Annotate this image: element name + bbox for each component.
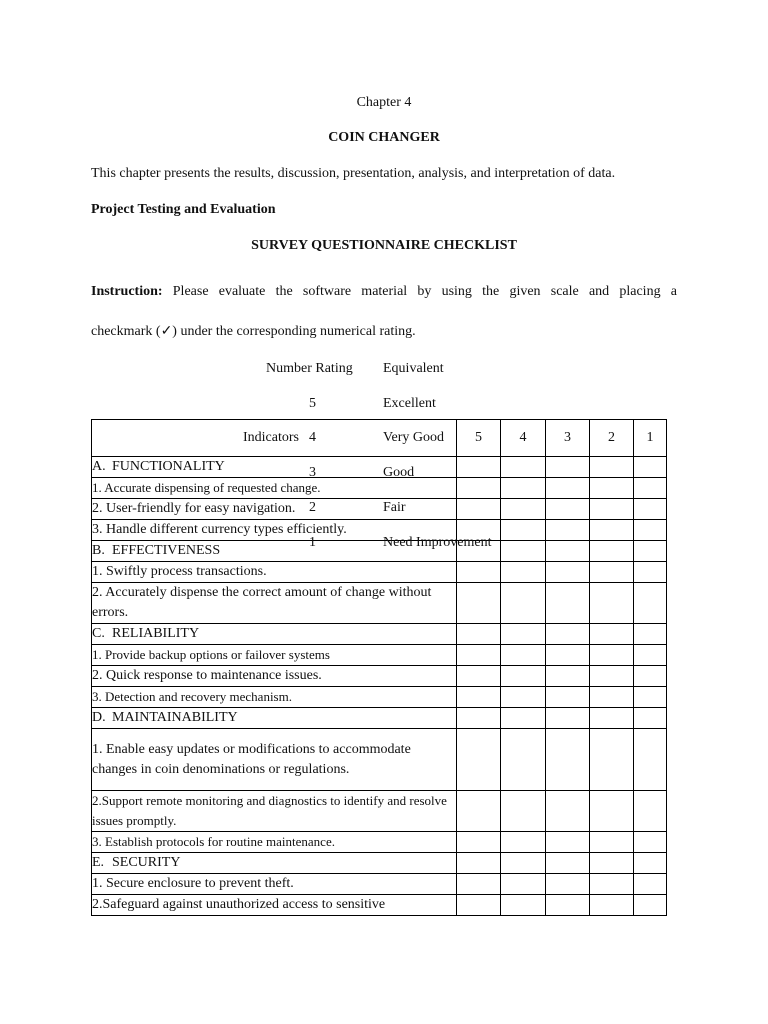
rating-cell[interactable] [590,666,634,687]
rating-cell[interactable] [501,708,546,729]
rating-cell[interactable] [634,645,667,666]
rating-cell[interactable] [501,832,546,853]
indicator-text: 3. Detection and recovery mechanism. [92,687,457,708]
instruction-line-2: checkmark (✓) under the corresponding numerical rating. [91,324,416,339]
rating-cell[interactable] [501,457,546,478]
rating-cell[interactable] [501,499,546,520]
rating-cell[interactable] [457,874,501,895]
rating-cell[interactable] [501,666,546,687]
rating-header-3: 3 [546,420,590,457]
scale-number: 4 [309,430,316,445]
rating-header-5: 5 [457,420,501,457]
rating-header-4: 4 [501,420,546,457]
section-row [92,457,667,478]
rating-cell[interactable] [457,478,501,499]
rating-cell[interactable] [634,895,667,916]
indicator-text: 2.Support remote monitoring and diagnostics to identify and resolve issues promptly. [92,791,457,832]
rating-cell[interactable] [457,853,501,874]
indicator-row [92,645,667,666]
rating-cell[interactable] [590,478,634,499]
rating-cell[interactable] [634,499,667,520]
rating-cell[interactable] [634,874,667,895]
checklist-table [91,419,667,916]
indicator-text: 2. Accurately dispense the correct amount of change without errors. [92,583,457,624]
indicator-text: 3. Handle different currency types efficiently. [92,520,457,541]
rating-cell[interactable] [546,645,590,666]
indicator-row [92,895,667,916]
section-letter: C. [92,626,105,641]
section-heading: Project Testing and Evaluation [91,202,276,217]
rating-cell[interactable] [457,457,501,478]
rating-cell[interactable] [457,562,501,583]
rating-cell[interactable] [634,791,667,832]
rating-cell[interactable] [501,729,546,791]
section-row [92,708,667,729]
rating-cell[interactable] [590,687,634,708]
rating-cell[interactable] [546,457,590,478]
indicator-row [92,478,667,499]
rating-cell[interactable] [590,645,634,666]
scale-number: 5 [309,396,316,411]
checklist-table-body [92,420,667,916]
instruction-line-1 [91,284,677,300]
rating-cell[interactable] [457,499,501,520]
scale-number-header: Number Rating [266,361,353,376]
indicator-text: 3. Establish protocols for routine maintenance. [92,832,457,853]
scale-number: 1 [309,535,316,550]
rating-cell[interactable] [457,666,501,687]
rating-cell[interactable] [590,832,634,853]
rating-cell[interactable] [590,499,634,520]
section-name: EFFECTIVENESS [112,543,221,558]
rating-cell[interactable] [590,583,634,624]
rating-cell[interactable] [546,687,590,708]
scale-equivalent-header: Equivalent [383,361,444,376]
scale-equivalent: Excellent [383,396,436,411]
rating-cell[interactable] [501,853,546,874]
rating-cell[interactable] [634,520,667,541]
checklist-title: SURVEY QUESTIONNAIRE CHECKLIST [251,238,517,253]
indicators-header: Indicators [92,420,457,457]
indicator-row [92,520,667,541]
rating-cell[interactable] [501,645,546,666]
rating-cell[interactable] [457,708,501,729]
section-label [92,853,457,874]
indicator-row [92,499,667,520]
indicator-text: 1. Accurate dispensing of requested change. [92,478,457,499]
rating-cell[interactable] [590,708,634,729]
rating-cell[interactable] [590,520,634,541]
rating-cell[interactable] [457,791,501,832]
rating-cell[interactable] [546,583,590,624]
rating-cell[interactable] [501,874,546,895]
rating-cell[interactable] [590,853,634,874]
rating-cell[interactable] [634,729,667,791]
rating-cell[interactable] [501,791,546,832]
rating-cell[interactable] [501,624,546,645]
indicator-text: 1. Secure enclosure to prevent theft. [92,874,457,895]
table-header-row [92,420,667,457]
rating-cell[interactable] [501,541,546,562]
section-letter: A. [92,459,106,474]
indicator-text: 1. Provide backup options or failover systems [92,645,457,666]
rating-cell[interactable] [634,562,667,583]
rating-cell[interactable] [457,687,501,708]
indicator-row [92,874,667,895]
instruction-text: Please evaluate the software material by using the given scale and placing a [162,284,677,299]
instruction-label: Instruction: [91,284,163,299]
section-row [92,624,667,645]
indicator-text: 1. Swiftly process transactions. [92,562,457,583]
rating-cell[interactable] [634,666,667,687]
section-row [92,541,667,562]
rating-cell[interactable] [457,895,501,916]
rating-cell[interactable] [501,478,546,499]
scale-equivalent: Need Improvement [383,535,492,550]
indicator-text: 2. Quick response to maintenance issues. [92,666,457,687]
indicator-row [92,729,667,791]
rating-cell[interactable] [546,791,590,832]
rating-cell[interactable] [546,853,590,874]
indicator-text: 2. User-friendly for easy navigation. [92,499,457,520]
rating-cell[interactable] [634,541,667,562]
indicator-row [92,791,667,832]
rating-cell[interactable] [546,832,590,853]
rating-cell[interactable] [546,478,590,499]
section-row [92,853,667,874]
rating-cell[interactable] [634,478,667,499]
indicator-row [92,562,667,583]
section-letter: E. [92,855,105,870]
rating-cell[interactable] [590,562,634,583]
rating-cell[interactable] [546,624,590,645]
indicator-row [92,583,667,624]
section-name: RELIABILITY [112,626,200,641]
rating-cell[interactable] [546,562,590,583]
section-label [92,708,457,729]
rating-cell[interactable] [457,583,501,624]
rating-cell[interactable] [501,520,546,541]
rating-cell[interactable] [590,729,634,791]
rating-cell[interactable] [457,624,501,645]
rating-cell[interactable] [457,729,501,791]
rating-cell[interactable] [590,624,634,645]
rating-cell[interactable] [546,729,590,791]
rating-cell[interactable] [634,457,667,478]
section-name: MAINTAINABILITY [112,710,238,725]
section-label [92,624,457,645]
rating-cell[interactable] [634,687,667,708]
rating-cell[interactable] [546,520,590,541]
rating-cell[interactable] [590,791,634,832]
indicator-row [92,666,667,687]
rating-header-2: 2 [590,420,634,457]
indicator-text: 2.Safeguard against unauthorized access to sensitive [92,895,457,916]
rating-cell[interactable] [634,624,667,645]
rating-cell[interactable] [457,832,501,853]
rating-cell[interactable] [501,583,546,624]
rating-cell[interactable] [546,895,590,916]
rating-cell[interactable] [501,687,546,708]
rating-cell[interactable] [634,832,667,853]
rating-cell[interactable] [501,562,546,583]
scale-number: 3 [309,465,316,480]
scale-equivalent: Fair [383,500,406,515]
rating-cell[interactable] [634,708,667,729]
rating-cell[interactable] [546,874,590,895]
section-letter: B. [92,543,105,558]
intro-paragraph: This chapter presents the results, discussion, presentation, analysis, and interpretation of data. [91,166,616,181]
rating-cell[interactable] [634,853,667,874]
scale-equivalent: Good [383,465,415,480]
section-name: FUNCTIONALITY [112,459,225,474]
rating-cell[interactable] [590,541,634,562]
rating-cell[interactable] [590,895,634,916]
indicator-row [92,832,667,853]
document-title: COIN CHANGER [328,130,440,145]
rating-cell[interactable] [546,666,590,687]
rating-cell[interactable] [546,541,590,562]
indicator-text: 1. Enable easy updates or modifications to accommodate changes in coin denominations or regulations. [92,729,457,791]
indicator-row [92,687,667,708]
section-name: SECURITY [112,855,181,870]
scale-number: 2 [309,500,316,515]
rating-cell[interactable] [546,499,590,520]
rating-cell[interactable] [590,874,634,895]
rating-cell[interactable] [634,583,667,624]
scale-equivalent: Very Good [383,430,445,445]
rating-cell[interactable] [501,895,546,916]
rating-cell[interactable] [457,645,501,666]
section-letter: D. [92,710,106,725]
rating-cell[interactable] [546,708,590,729]
chapter-label: Chapter 4 [356,95,412,110]
rating-cell[interactable] [590,457,634,478]
rating-header-1: 1 [634,420,667,457]
